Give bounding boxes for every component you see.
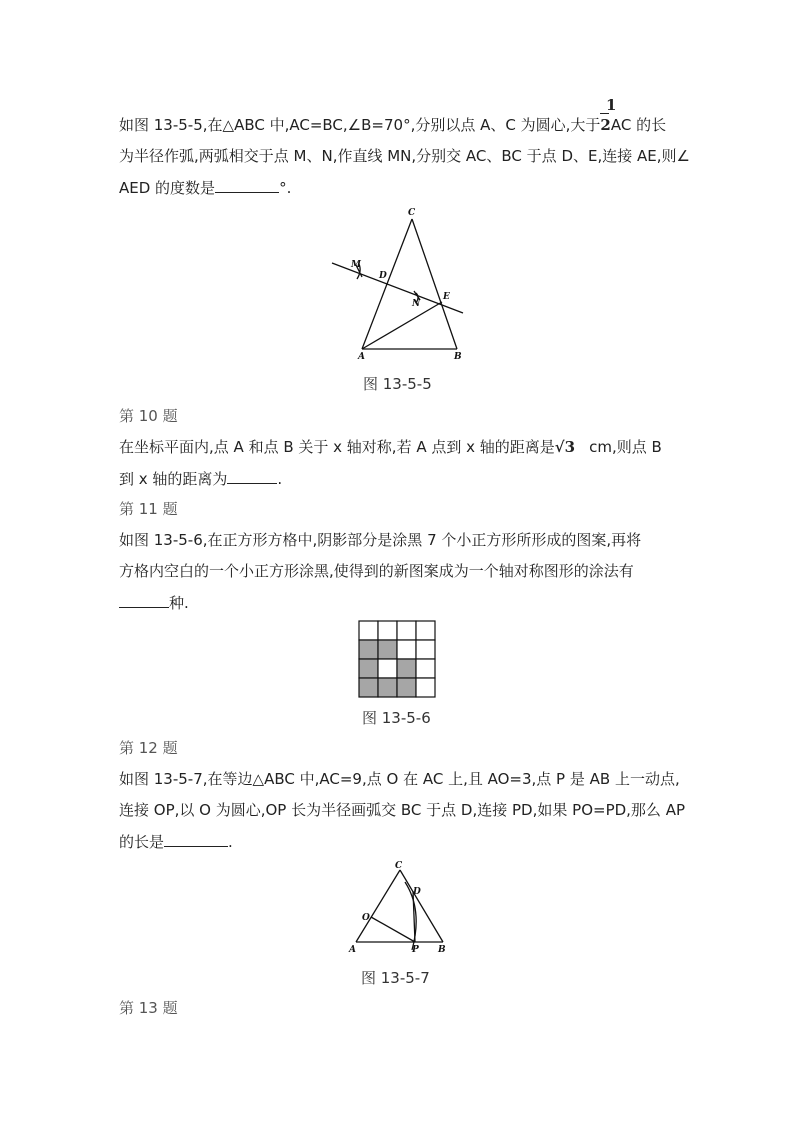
label-a: A	[349, 945, 356, 955]
q12-heading: 第 12 题	[119, 739, 178, 757]
grid-cell-blank	[359, 621, 378, 640]
line-mn	[332, 263, 463, 313]
q10-line2-text: 到 x 轴的距离为	[119, 470, 228, 488]
grid-cell-shaded	[359, 678, 378, 697]
label-d: D	[413, 887, 421, 897]
q11-line3	[119, 592, 189, 613]
label-b: B	[438, 945, 446, 955]
grid-cell-blank	[416, 640, 435, 659]
grid-cell-shaded	[378, 640, 397, 659]
grid-cell-shaded	[359, 659, 378, 678]
q9-line2: 为半径作弧,两弧相交于点 M、N,作直线 MN,分别交 AC、BC 于点 D、E,连接 AE,则∠	[119, 147, 690, 165]
q9-line3-tail: °.	[279, 179, 292, 197]
fraction-numerator: 1	[606, 96, 617, 114]
q9-line1	[119, 115, 666, 135]
label-c: C	[395, 861, 403, 871]
grid-cell-blank	[378, 621, 397, 640]
figure-caption: 图 13-5-7	[361, 969, 430, 987]
q12-line1: 如图 13-5-7,在等边△ABC 中,AC=9,点 O 在 AC 上,且 AO=3,点 P 是 AB 上一动点,	[119, 770, 680, 788]
figure-13-5-6-grid	[358, 620, 436, 698]
figure-13-5-5	[330, 205, 470, 365]
q12-line3	[119, 831, 233, 852]
answer-blank[interactable]	[215, 177, 279, 193]
q10-line2	[119, 468, 282, 489]
q10-heading: 第 10 题	[119, 407, 178, 425]
fraction-bar	[600, 113, 609, 114]
grid-cell-blank	[416, 621, 435, 640]
grid-cell-blank	[397, 621, 416, 640]
grid-cell-shaded	[397, 678, 416, 697]
grid-cell-blank	[416, 678, 435, 697]
grid-cell-blank	[378, 659, 397, 678]
q9-line3-text: AED 的度数是	[119, 179, 216, 197]
grid-cell-blank	[416, 659, 435, 678]
label-e: E	[443, 292, 450, 302]
answer-blank[interactable]	[164, 831, 228, 847]
side-bc	[412, 219, 457, 349]
q12-line3-text: 的长是	[119, 833, 165, 851]
q11-heading: 第 11 题	[119, 500, 178, 518]
label-m: M	[351, 260, 361, 270]
figure-caption: 图 13-5-5	[363, 375, 432, 393]
q9-line3	[119, 177, 291, 198]
answer-blank[interactable]	[227, 468, 277, 484]
q10-line1-tail: cm,则点 B	[589, 438, 662, 456]
q12-line3-tail: .	[228, 833, 233, 851]
side-bc	[400, 870, 443, 942]
side-ac	[356, 870, 400, 942]
label-n: N	[412, 299, 421, 309]
grid-cell-shaded	[359, 640, 378, 659]
sqrt-three: √3	[554, 438, 576, 456]
label-o: O	[362, 913, 370, 923]
label-b: B	[454, 352, 462, 362]
segment-ae	[362, 302, 442, 349]
q9-line1-text: 如图 13-5-5,在△ABC 中,AC=BC,∠B=70°,分别以点 A、C 为圆心,大于	[119, 116, 601, 134]
q11-line1: 如图 13-5-6,在正方形方格中,阴影部分是涂黑 7 个小正方形所形成的图案,再将	[119, 531, 642, 549]
grid-cell-shaded	[378, 678, 397, 697]
figure-caption: 图 13-5-6	[362, 709, 431, 727]
q11-line2: 方格内空白的一个小正方形涂黑,使得到的新图案成为一个轴对称图形的涂法有	[119, 562, 634, 580]
grid-cell-blank	[397, 640, 416, 659]
label-a: A	[358, 352, 365, 362]
q10-line1	[119, 437, 662, 457]
fraction-denominator: 2	[600, 115, 610, 135]
q10-line1-text: 在坐标平面内,点 A 和点 B 关于 x 轴对称,若 A 点到 x 轴的距离是	[119, 438, 555, 456]
q13-heading: 第 13 题	[119, 999, 178, 1017]
grid-cell-shaded	[397, 659, 416, 678]
answer-blank[interactable]	[119, 592, 169, 608]
label-c: C	[408, 208, 416, 218]
segment-op	[371, 917, 415, 942]
q12-line2: 连接 OP,以 O 为圆心,OP 长为半径画弧交 BC 于点 D,连接 PD,如果 PO=PD,那么 AP	[119, 801, 686, 819]
q11-line3-tail: 种.	[169, 594, 189, 612]
q9-line1-tail: AC 的长	[610, 116, 667, 134]
label-p: P	[412, 945, 419, 955]
label-d: D	[379, 271, 387, 281]
figure-13-5-7	[345, 860, 455, 956]
q10-line2-tail: .	[277, 470, 283, 488]
